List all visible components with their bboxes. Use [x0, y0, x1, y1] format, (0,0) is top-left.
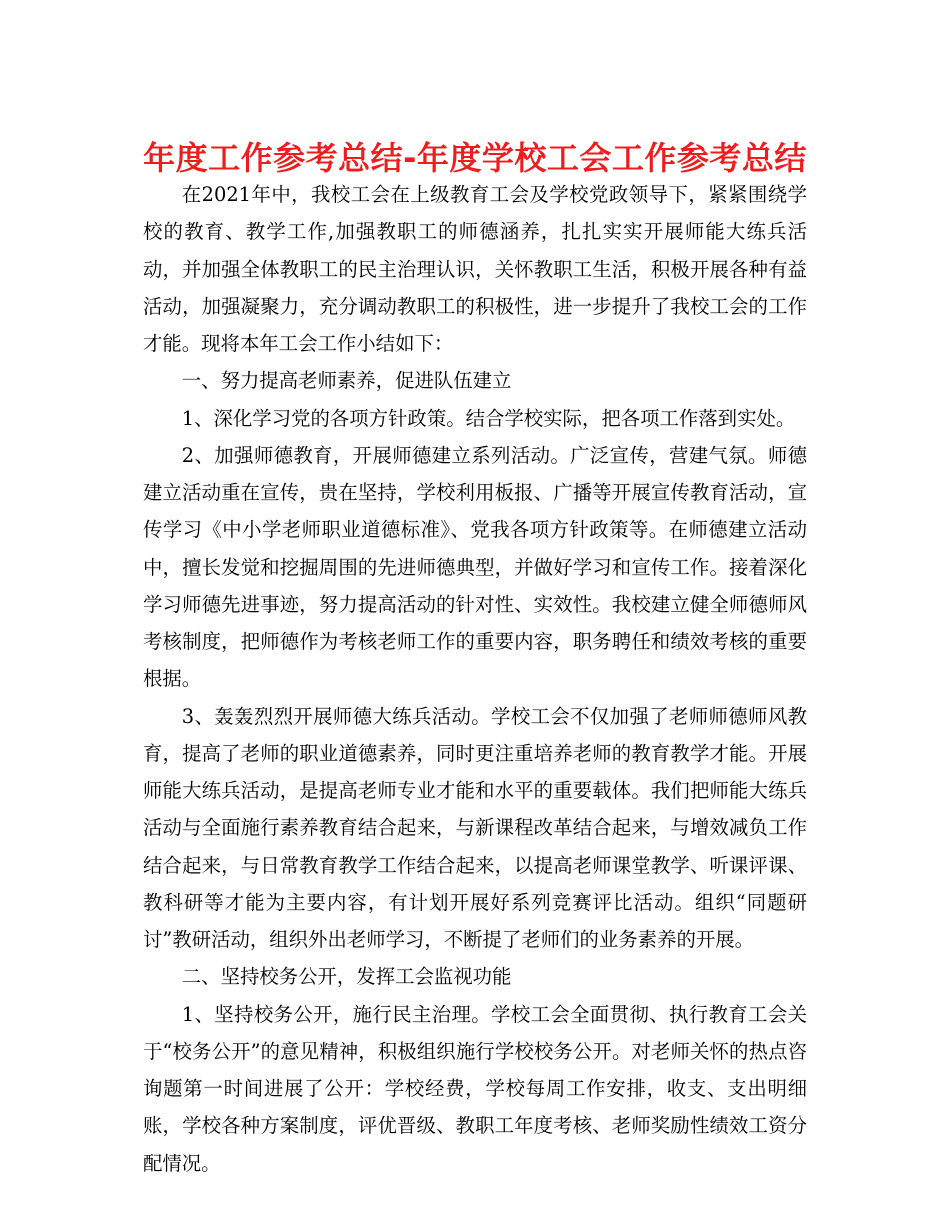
- paragraph-1-2: 2、加强师德教育，开展师德建立系列活动。广泛宣传，营建气氛。师德建立活动重在宣传，贵在坚持，学校利用板报、广播等开展宣传教育活动，宣传学习《中小学老师职业道德标准》、党我各项方针政策等。在师德建立活动中，擅长发觉和挖掘周围的先进师德典型，并做好学习和宣传工作。接着深化学习师德先进事迹，努力提高活动的针对性、实效性。我校建立健全师德师风考核制度，把师德作为考核老师工作的重要内容，职务聘任和绩效考核的重要根据。: [143, 443, 807, 691]
- paragraph-intro: 在2021年中，我校工会在上级教育工会及学校党政领导下，紧紧围绕学校的教育、教学工作,加强教职工的师德涵养，扎扎实实开展师能大练兵活动，并加强全体教职工的民主治理认识，关怀教职工生活，积极开展各种有益活动，加强凝聚力，充分调动教职工的积极性，进一步提升了我校工会的工作才能。现将本年工会工作小结如下：: [143, 183, 807, 355]
- document-title: 年度工作参考总结-年度学校工会工作参考总结: [143, 139, 807, 177]
- paragraph-2-1: 1、坚持校务公开，施行民主治理。学校工会全面贯彻、执行教育工会关于“校务公开”的意见精神，积极组织施行学校校务公开。对老师关怀的热点咨询题第一时间进展了公开：学校经费，学校每周工作安排，收支、支出明细账，学校各种方案制度，评优晋级、教职工年度考核、老师奖励性绩效工资分配情况。: [143, 1002, 807, 1175]
- section-heading-2: 二、坚持校务公开，发挥工会监视功能: [181, 965, 512, 989]
- section-heading-1: 一、努力提高老师素养，促进队伍建立: [181, 369, 512, 393]
- paragraph-1-1: 1、深化学习党的各项方针政策。结合学校实际，把各项工作落到实处。: [181, 406, 796, 430]
- paragraph-1-3: 3、轰轰烈烈开展师德大练兵活动。学校工会不仅加强了老师师德师风教育，提高了老师的职业道德素养，同时更注重培养老师的教育教学才能。开展师能大练兵活动，是提高老师专业才能和水平的重要载体。我们把师能大练兵活动与全面施行素养教育结合起来，与新课程改革结合起来，与增效减负工作结合起来，与日常教育教学工作结合起来，以提高老师课堂教学、听课评课、教科研等才能为主要内容，有计划开展好系列竞赛评比活动。组织“同题研讨”教研活动，组织外出老师学习，不断提了老师们的业务素养的开展。: [143, 704, 807, 951]
- document-body: [143, 176, 807, 1182]
